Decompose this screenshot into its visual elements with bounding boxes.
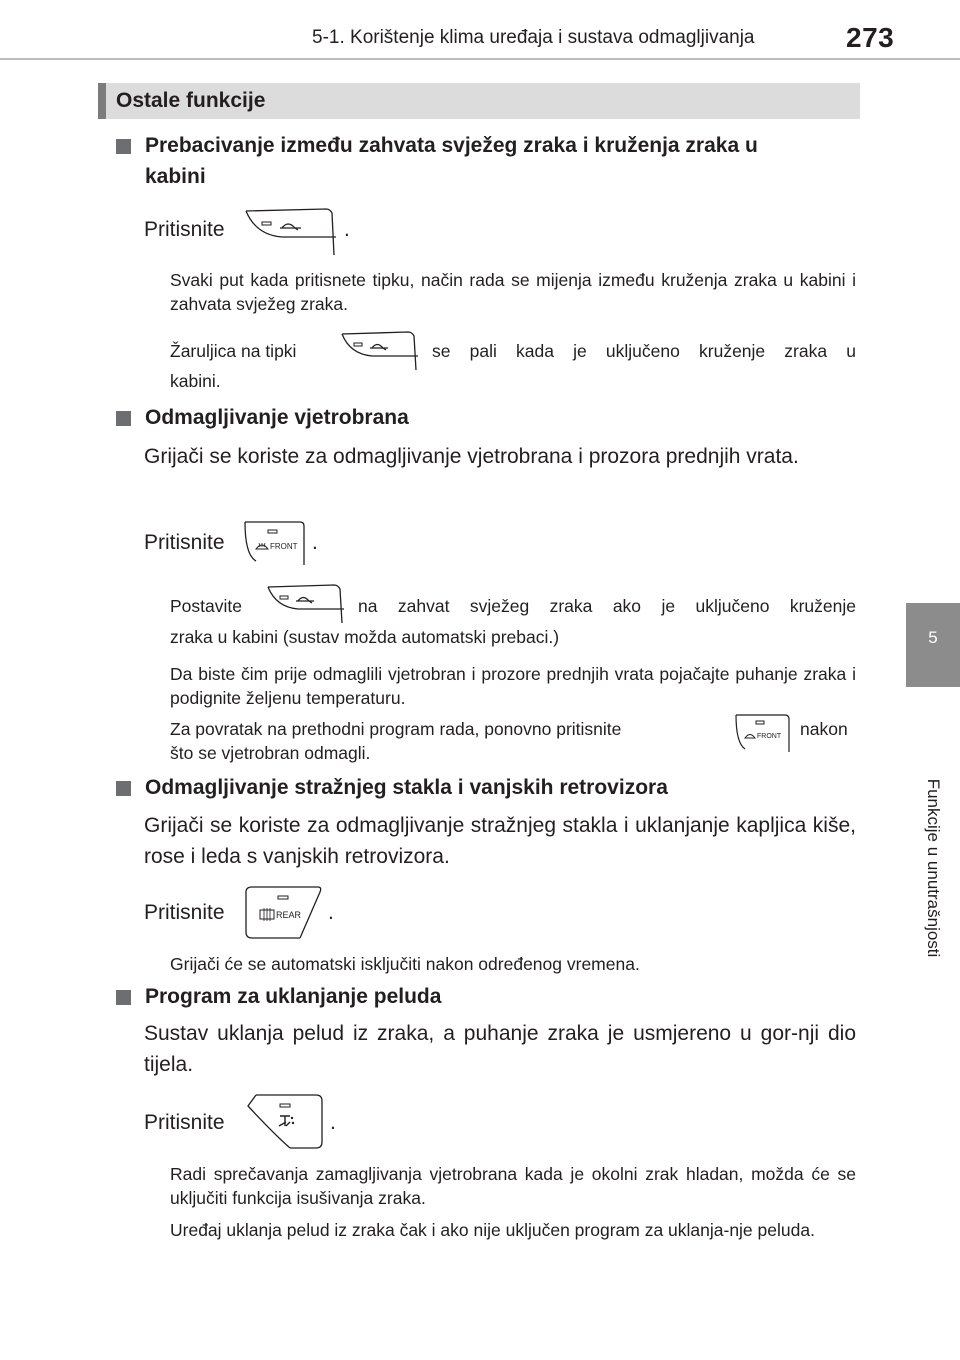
press-text: Pritisnite bbox=[144, 901, 225, 924]
period: . bbox=[330, 1111, 336, 1134]
recirculation-button-icon bbox=[244, 207, 340, 257]
header-divider bbox=[0, 58, 960, 60]
note-text: Da biste čim prije odmaglili vjetrobran i prozore prednjih vrata pojačajte puhanje zraka i podignite željenu temperaturu. bbox=[170, 664, 856, 708]
heading-line: Program za uklanjanje peluda bbox=[145, 985, 442, 1008]
rear-label: REAR bbox=[276, 910, 302, 920]
press-text: Pritisnite bbox=[144, 1111, 225, 1134]
note-text: Radi sprečavanja zamagljivanja vjetrobrana kada je okolni zrak hladan, možda će se uključiti funkcija isušivanja zraka. bbox=[170, 1164, 856, 1208]
period: . bbox=[312, 531, 318, 554]
subsection-heading-rear-defog bbox=[116, 772, 856, 803]
heading-line: Odmagljivanje stražnjeg stakla i vanjskih retrovizora bbox=[145, 776, 668, 799]
note-text: Žaruljica na tipki bbox=[170, 341, 297, 361]
square-bullet-icon bbox=[116, 781, 131, 796]
note-text: Uređaj uklanja pelud iz zraka čak i ako nije uključen program za uklanja-nje peluda. bbox=[170, 1220, 815, 1240]
chapter-label: Funkcije u unutrašnjosti bbox=[924, 778, 943, 958]
section-title: Ostale funkcije bbox=[116, 89, 266, 112]
body-text: Sustav uklanja pelud iz zraka, a puhanje zraka je usmjereno u gor-nji dio tijela. bbox=[144, 1022, 856, 1076]
pollen-removal-button-icon bbox=[246, 1092, 326, 1150]
header-title: 5-1. Korištenje klima uređaja i sustava odmagljivanja bbox=[312, 27, 755, 48]
heading-line: Odmagljivanje vjetrobrana bbox=[145, 406, 409, 429]
square-bullet-icon bbox=[116, 411, 131, 426]
recirculation-button-icon bbox=[266, 583, 346, 625]
front-defroster-button-icon bbox=[242, 519, 308, 567]
note-text: kabini. bbox=[170, 371, 221, 391]
square-bullet-icon bbox=[116, 139, 131, 154]
front-defroster-button-icon bbox=[733, 712, 793, 754]
heading-line: Prebacivanje između zahvata svježeg zraka i kruženja zraka u bbox=[145, 134, 758, 157]
period: . bbox=[328, 901, 334, 924]
note-text: Svaki put kada pritisnete tipku, način rada se mijenja između kruženja zraka u kabini i zahvata svježeg zraka. bbox=[170, 270, 856, 314]
body-text: Grijači se koriste za odmagljivanje stražnjeg stakla i uklanjanje kapljica kiše, rose i leda s vanjskih retrovizora. bbox=[144, 814, 856, 868]
page-number: 273 bbox=[846, 22, 895, 53]
front-label: FRONT bbox=[757, 733, 782, 740]
rear-defogger-button-icon bbox=[244, 884, 324, 942]
press-text: Pritisnite bbox=[144, 531, 225, 554]
press-text: Pritisnite bbox=[144, 218, 225, 241]
body-text: Grijači se koriste za odmagljivanje vjetrobrana i prozora prednjih vrata. bbox=[144, 445, 799, 468]
note-text: Za povratak na prethodni program rada, ponovno pritisnite bbox=[170, 719, 622, 739]
square-bullet-icon bbox=[116, 990, 131, 1005]
note-text: se pali kada je uključeno kruženje zraka u bbox=[432, 341, 856, 361]
chapter-number: 5 bbox=[928, 628, 938, 647]
period: . bbox=[344, 218, 350, 241]
note-text: nakon bbox=[800, 719, 848, 739]
note-text: Grijači će se automatski isključiti nakon određenog vremena. bbox=[170, 954, 640, 974]
heading-line: kabini bbox=[145, 165, 206, 188]
subsection-heading-pollen bbox=[116, 981, 856, 1012]
note-text: što se vjetrobran odmagli. bbox=[170, 743, 371, 763]
subsection-heading-air-intake bbox=[116, 130, 856, 192]
recirculation-button-icon bbox=[340, 330, 420, 372]
note-text: Postavite bbox=[170, 596, 242, 616]
subsection-heading-windshield-defog bbox=[116, 402, 856, 433]
front-label: FRONT bbox=[270, 542, 298, 551]
note-text: na zahvat svježeg zraka ako je uključeno kruženje bbox=[358, 596, 856, 616]
note-text: zraka u kabini (sustav možda automatski prebaci.) bbox=[170, 627, 560, 647]
